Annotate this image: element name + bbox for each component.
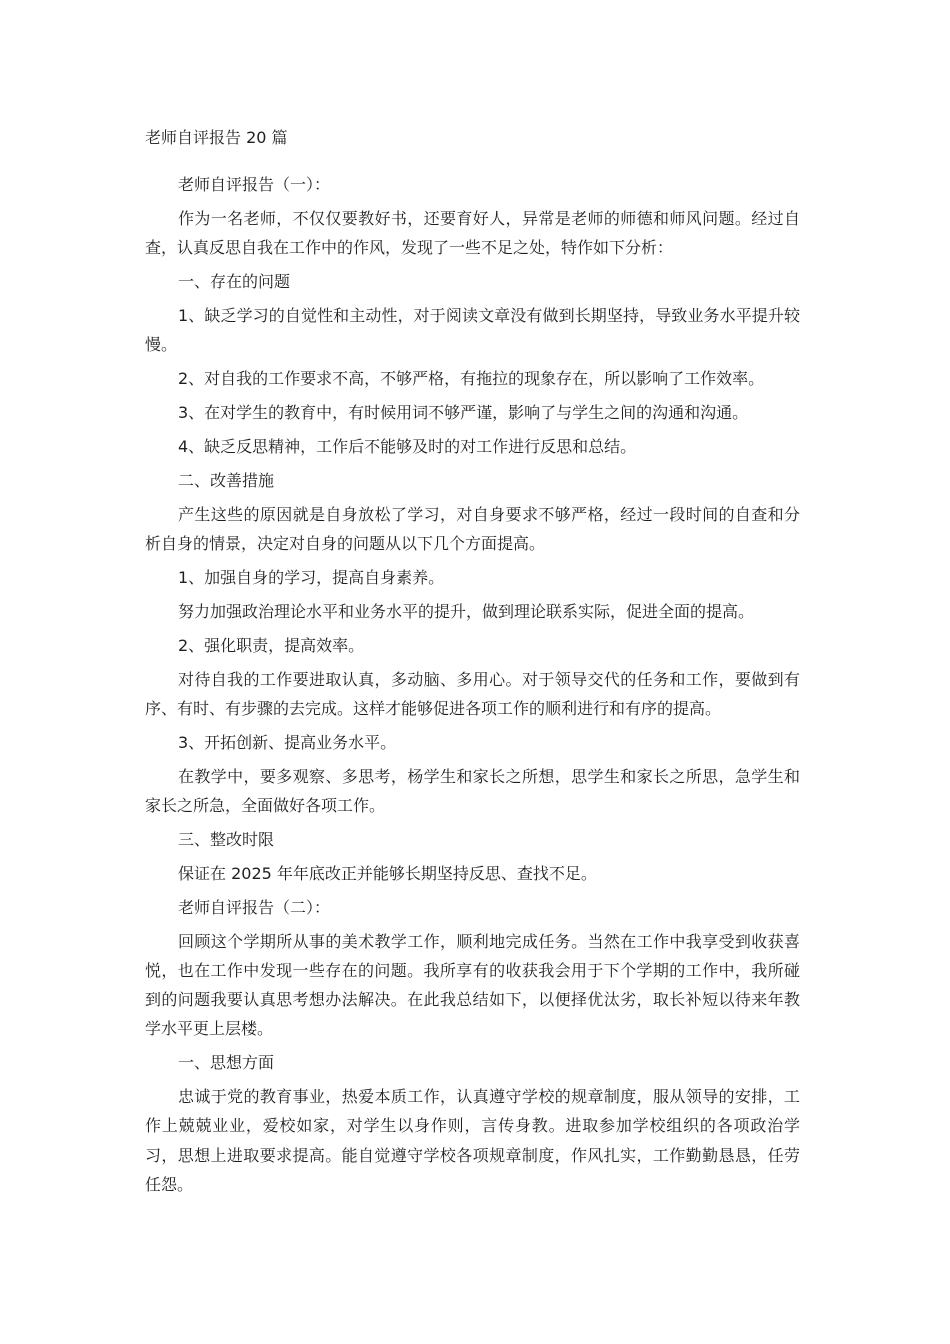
problem-item-4: 4、缺乏反思精神，工作后不能够及时的对工作进行反思和总结。	[178, 436, 637, 456]
problem-item-3: 3、在对学生的教育中，有时候用词不够严谨，影响了与学生之间的沟通和沟通。	[178, 403, 749, 423]
measure-item-1: 1、加强自身的学习，提高自身素养。	[178, 567, 445, 587]
heading-report-one: 老师自评报告（一）：	[178, 175, 331, 194]
heading-report-two: 老师自评报告（二）：	[178, 897, 331, 917]
document-title: 老师自评报告 20 篇	[145, 128, 288, 147]
section-heading-thought: 一、思想方面	[178, 1053, 275, 1073]
intro-paragraph: 作为一名老师，不仅仅要教好书，还要育好人，异常是老师的师德和师风问题。经过自查，认真反思自我在工作中的作风，发现了一些不足之处，特作如下分析：	[145, 208, 800, 258]
document-body	[145, 170, 800, 1204]
measure-item-3: 3、开拓创新、提高业务水平。	[178, 732, 397, 752]
section-heading-problems: 一、存在的问题	[178, 272, 291, 292]
problem-item-2: 2、对自我的工作要求不高，不够严格，有拖拉的现象存在，所以影响了工作效率。	[178, 369, 765, 389]
section-heading-measures: 二、改善措施	[178, 470, 275, 490]
section-heading-deadline: 三、整改时限	[178, 829, 275, 849]
thought-paragraph: 忠诚于党的教育事业，热爱本质工作，认真遵守学校的规章制度，服从领导的安排，工作上兢兢业业，爱校如家，对学生以身作则，言传身教。进取参加学校组织的各项政治学习，思想上进取要求提高。能自觉遵守学校各项规章制度，作风扎实，工作勤勤恳恳，任劳任怨。	[145, 1087, 800, 1195]
measure-detail-2: 对待自我的工作要进取认真，多动脑、多用心。对于领导交代的任务和工作，要做到有序、有时、有步骤的去完成。这样才能够促进各项工作的顺利进行和有序的提高。	[145, 669, 800, 718]
measure-detail-3: 在教学中，要多观察、多思考，杨学生和家长之所想，思学生和家长之所思，急学生和家长之所急，全面做好各项工作。	[145, 766, 800, 815]
measures-paragraph: 产生这些的原因就是自身放松了学习，对自身要求不够严格，经过一段时间的自查和分析自身的情景，决定对自身的问题从以下几个方面提高。	[145, 504, 800, 554]
measure-detail-1: 努力加强政治理论水平和业务水平的提升，做到理论联系实际，促进全面的提高。	[178, 601, 755, 621]
review-paragraph: 回顾这个学期所从事的美术教学工作，顺利地完成任务。当然在工作中我享受到收获喜悦，也在工作中发现一些存在的问题。我所享有的收获我会用于下个学期的工作中，我所碰到的问题我要认真思考想办法解决。在此我总结如下，以便择优汰劣，取长补短以待来年教学水平更上层楼。	[145, 931, 800, 1039]
problem-item-1: 1、缺乏学习的自觉性和主动性，对于阅读文章没有做到长期坚持，导致业务水平提升较慢。	[145, 305, 800, 355]
deadline-paragraph: 保证在 2025 年年底改正并能够长期坚持反思、查找不足。	[178, 863, 597, 883]
measure-item-2: 2、强化职责，提高效率。	[178, 635, 365, 655]
